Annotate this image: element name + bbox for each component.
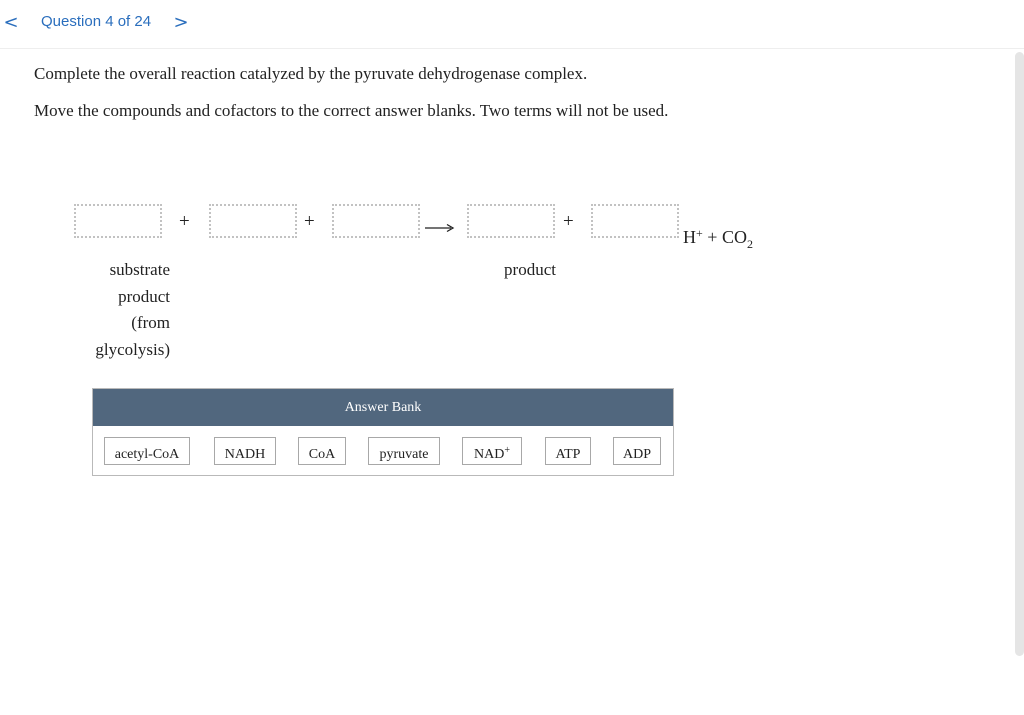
next-question-button[interactable] bbox=[170, 10, 192, 36]
question-counter: Question 4 of 24 bbox=[41, 13, 152, 30]
reaction-tail-h-co2 bbox=[683, 226, 753, 252]
plus-sign: + bbox=[179, 211, 190, 232]
instruction-line-1: Complete the overall reaction catalyzed by the pyruvate dehydrogenase complex. bbox=[34, 64, 588, 83]
token-nadh[interactable]: NADH bbox=[214, 437, 276, 465]
hydrogen-ion: H+ bbox=[683, 226, 703, 247]
scrollbar[interactable] bbox=[1015, 52, 1024, 656]
answer-blank-substrate-2[interactable] bbox=[209, 204, 297, 238]
plus-sign: + bbox=[304, 211, 315, 232]
product-label: product bbox=[504, 260, 556, 279]
previous-question-button[interactable] bbox=[0, 10, 22, 36]
chevron-left-icon: < bbox=[3, 12, 19, 33]
token-atp[interactable]: ATP bbox=[545, 437, 591, 465]
carbon-dioxide: $CO_2$ bbox=[721, 227, 753, 251]
chevron-right-icon: > bbox=[173, 12, 189, 33]
instruction-line-2: Move the compounds and cofactors to the correct answer blanks. Two terms will not be used. bbox=[34, 101, 669, 120]
answer-bank bbox=[92, 388, 674, 476]
token-adp[interactable]: ADP bbox=[613, 437, 661, 465]
answer-bank-title: Answer Bank bbox=[93, 389, 673, 426]
token-pyruvate[interactable]: pyruvate bbox=[368, 437, 440, 465]
answer-blank-substrate-3[interactable] bbox=[332, 204, 420, 238]
answer-blank-substrate-1[interactable] bbox=[74, 204, 162, 238]
token-coa[interactable]: CoA bbox=[298, 437, 346, 465]
plus-sign: + bbox=[707, 227, 718, 247]
token-acetyl-coa[interactable]: acetyl-CoA bbox=[104, 437, 190, 465]
token-nad-plus[interactable]: NAD+ bbox=[462, 437, 522, 465]
plus-sign: + bbox=[563, 211, 574, 232]
reaction-arrow-icon bbox=[425, 222, 455, 234]
answer-blank-product-2[interactable] bbox=[591, 204, 679, 238]
substrate-label: substrate product (from glycolysis) bbox=[95, 260, 170, 359]
top-nav-bar bbox=[0, 0, 1024, 49]
answer-blank-product-1[interactable] bbox=[467, 204, 555, 238]
